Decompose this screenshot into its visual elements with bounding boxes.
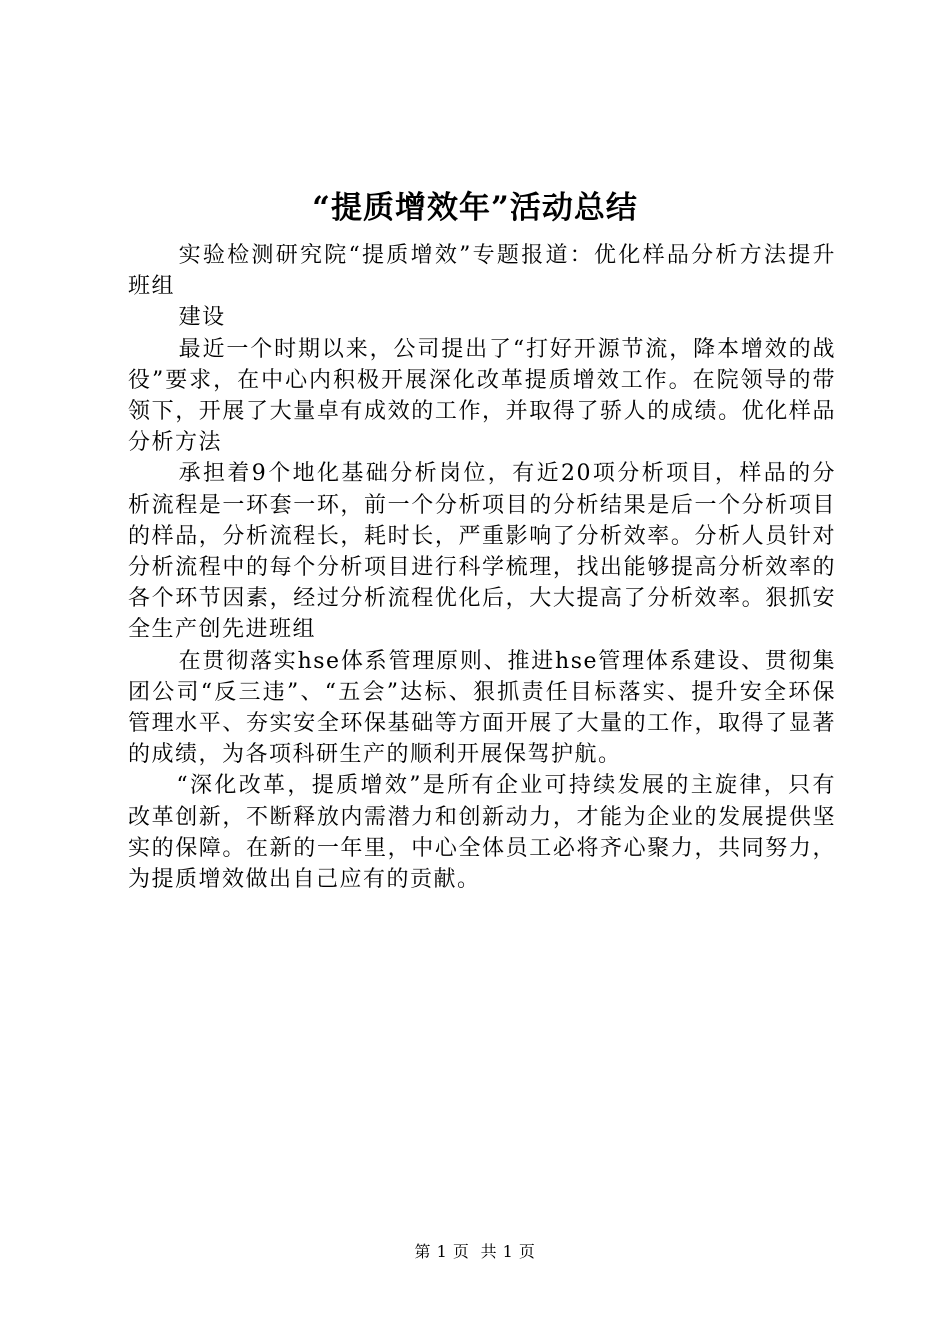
paragraph-1: 实验检测研究院“提质增效”专题报道：优化样品分析方法提升班组 [128, 243, 836, 300]
page-total: 共 1 页 [480, 1242, 536, 1261]
page-number: 第 1 页 [414, 1242, 470, 1261]
footer-separator [469, 1242, 480, 1261]
paragraph-5: 在贯彻落实hse体系管理原则、推进hse管理体系建设、贯彻集团公司“反三违”、“五会”达标、狠抓责任目标落实、提升安全环保管理水平、夯实安全环保基础等方面开展了大量的工作，取得了显著的成绩，为各项科研生产的顺利开展保驾护航。 [128, 648, 836, 768]
paragraph-2: 建设 [178, 305, 226, 331]
document-title: “提质增效年”活动总结 [312, 190, 638, 226]
paragraph-4: 承担着9个地化基础分析岗位，有近20项分析项目，样品的分析流程是一环套一环，前一个分析项目的分析结果是后一个分析项目的样品，分析流程长，耗时长，严重影响了分析效率。分析人员针对分析流程中的每个分析项目进行科学梳理，找出能够提高分析效率的各个环节因素，经过分析流程优化后，大大提高了分析效率。狠抓安全生产创先进班组 [128, 461, 836, 643]
paragraph-3: 最近一个时期以来，公司提出了“打好开源节流，降本增效的战役”要求，在中心内积极开展深化改革提质增效工作。在院领导的带领下，开展了大量卓有成效的工作，并取得了骄人的成绩。优化样品分析方法 [128, 336, 836, 456]
paragraph-6: “深化改革，提质增效”是所有企业可持续发展的主旋律，只有改革创新，不断释放内需潜力和创新动力，才能为企业的发展提供坚实的保障。在新的一年里，中心全体员工必将齐心聚力，共同努力，为提质增效做出自己应有的贡献。 [128, 773, 836, 893]
document-body [128, 240, 836, 895]
page-footer [0, 1240, 950, 1264]
